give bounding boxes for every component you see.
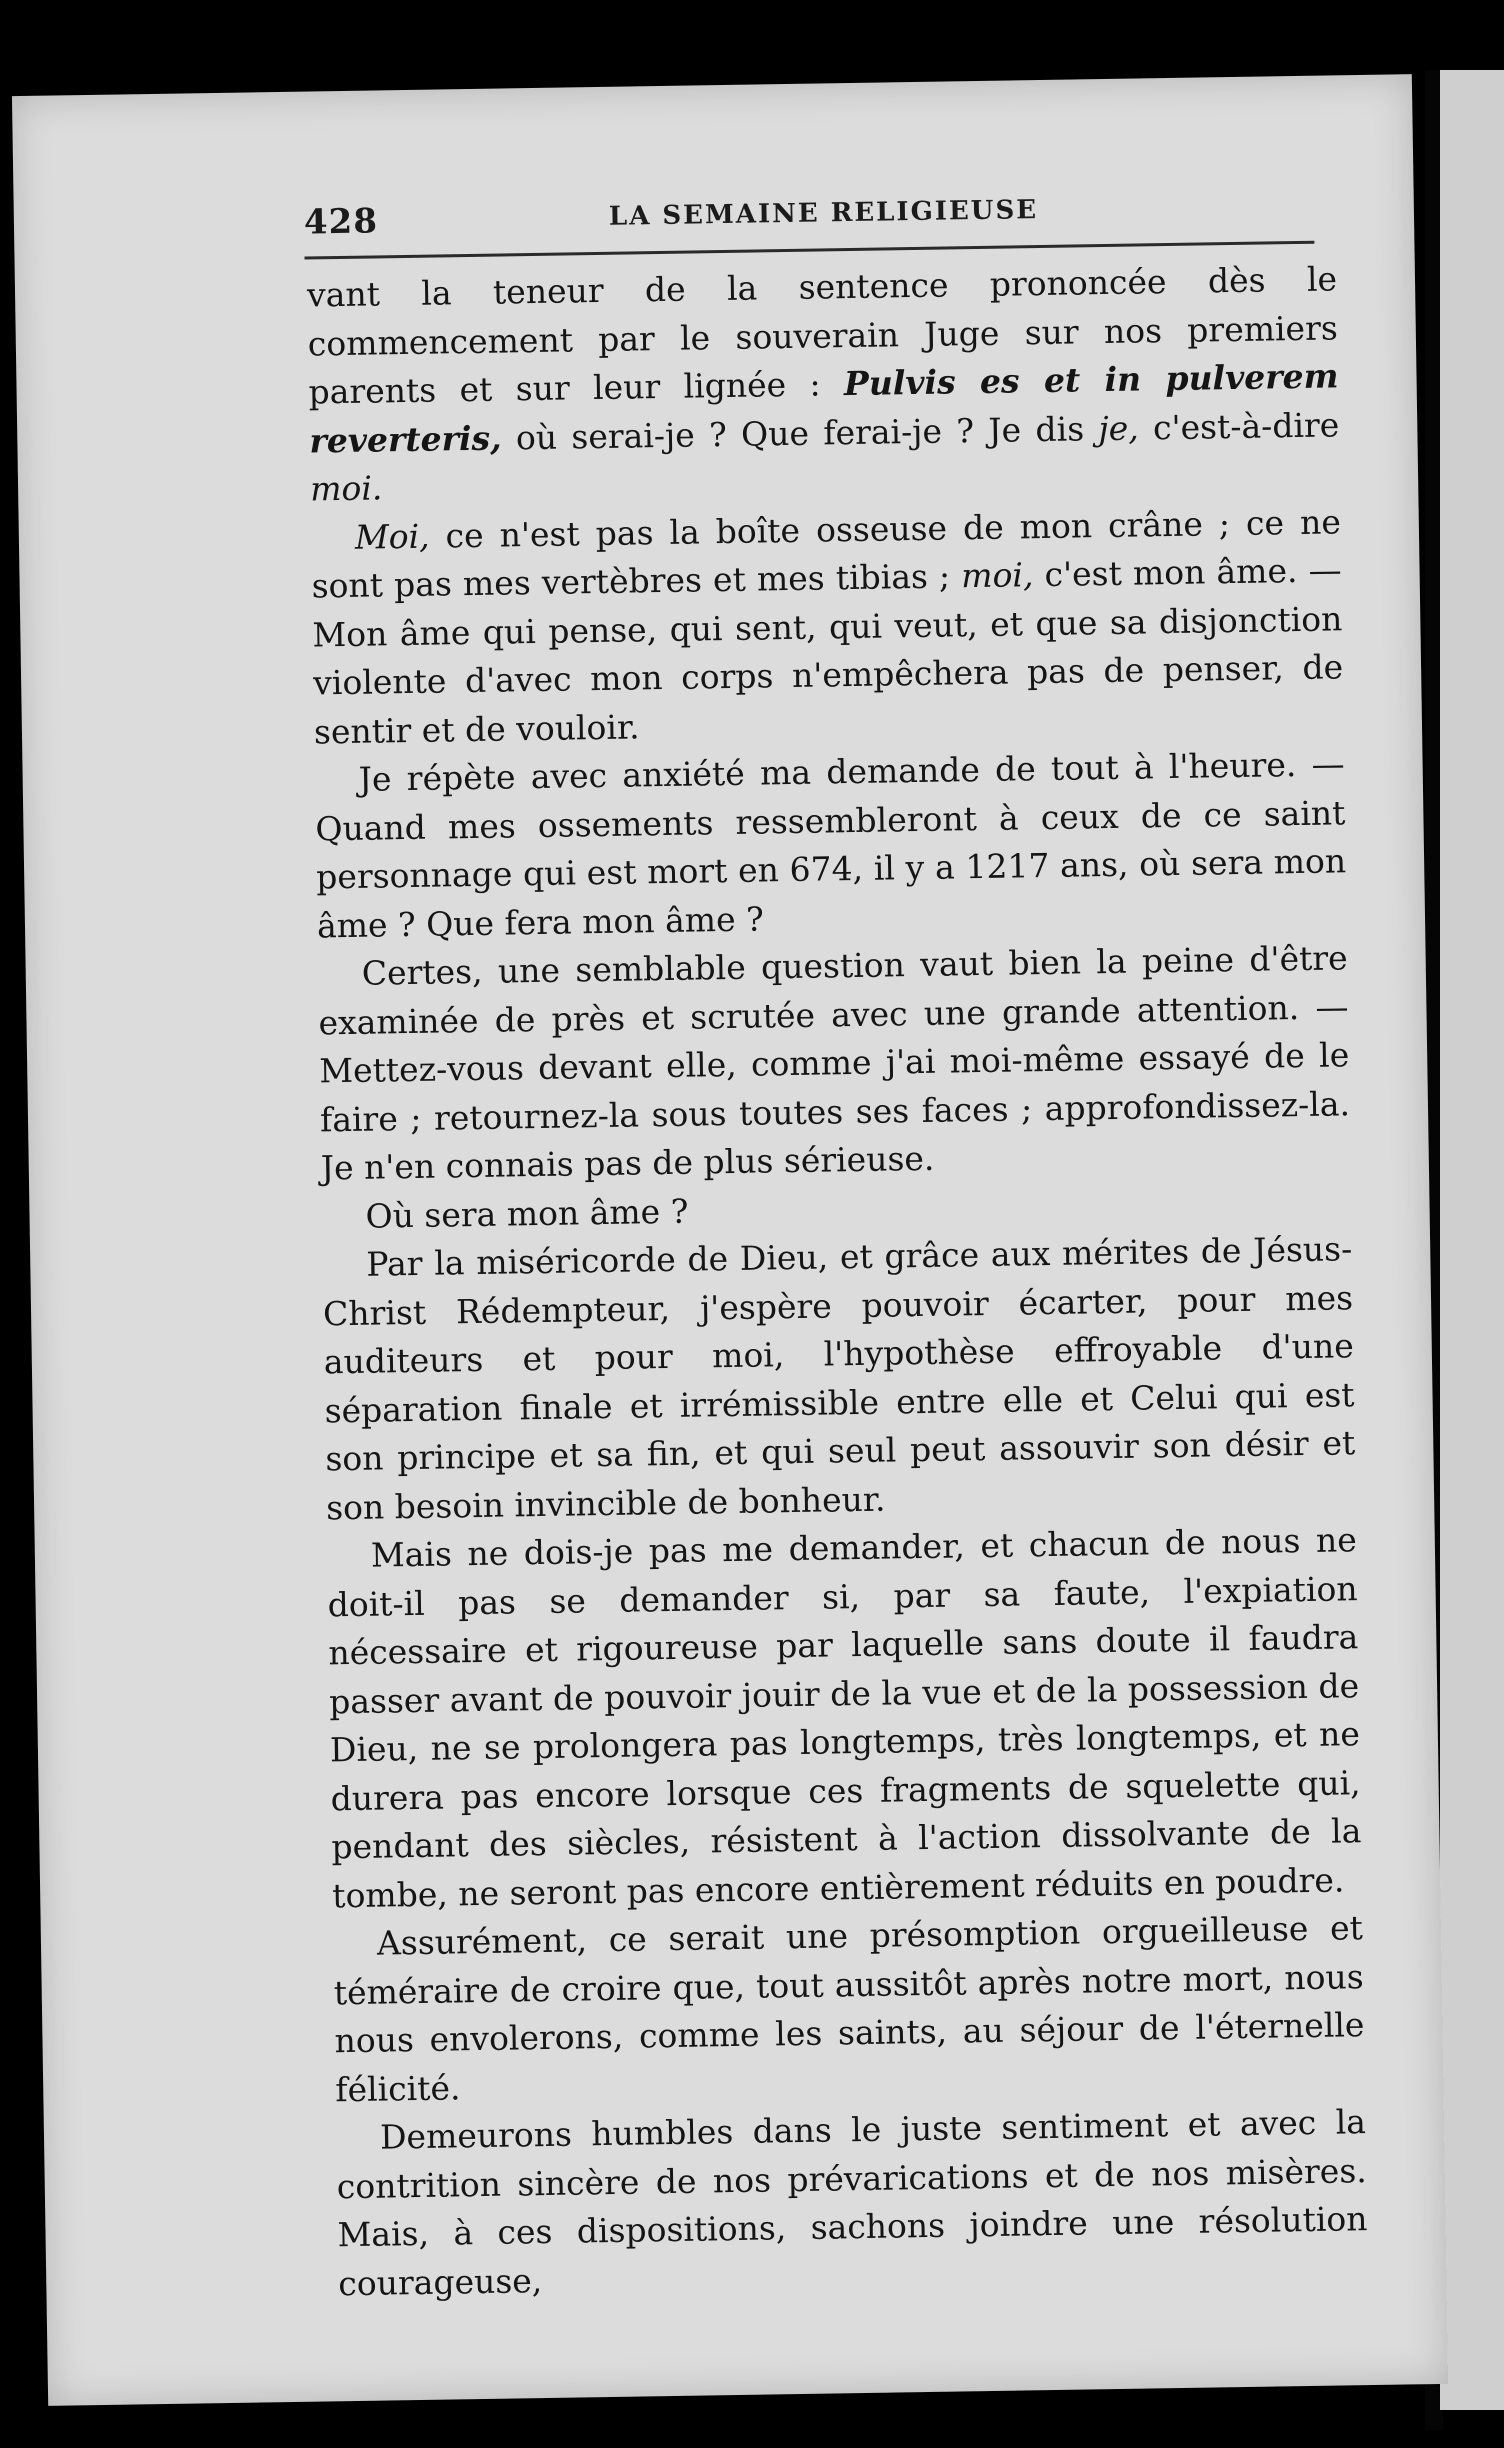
paragraph-1-text-b: où serai-je ? Que ferai-je ? Je dis [501, 408, 1099, 457]
paragraph-1-text-a: vant la teneur de la sentence prononcée dès le commencement par le souverain Juge sur nos premiers parents et sur leur lignée : [306, 259, 1339, 412]
body-text [307, 255, 1369, 2308]
book-page [12, 74, 1448, 2406]
paragraph-3: Je répète avec anxiété ma demande de tout à l'heure. — Quand mes ossements ressembleront à ceux de ce saint personnage qui est mort en 674, il y a 1217 ans, où sera mon âme ? Que fera mon âme ? [315, 744, 1347, 945]
paragraph-1-text-c: c'est-à-dire [1138, 404, 1340, 447]
paragraph-4: Certes, une semblable question vaut bien la peine d'être examinée de près et scrutée avec une grande attention. — Mettez-vous devant elle, comme j'ai moi-même essayé de le faire ; retournez-la sous toutes ses faces ; approfondissez-la. Je n'en connais pas de plus sérieuse. [318, 938, 1351, 1188]
paragraph-2-text-b: c'est mon âme. — Mon âme qui pense, qui sent, qui veut, et que sa disjonction violente d'avec mon corps n'empêchera pas de penser, de sentir et de vouloir. [312, 550, 1344, 751]
paragraph-5: Où sera mon âme ? [365, 1191, 689, 1236]
paragraph-8: Assurément, ce serait une présomption orgueilleuse et téméraire de croire que, tout aussitôt après notre mort, nous nous envolerons, comme les saints, au séjour de l'éternelle félicité. [333, 1908, 1365, 2109]
paragraph-7: Mais ne dois-je pas me demander, et chacun de nous ne doit-il pas se demander si, par sa faute, l'expiation nécessaire et rigoureuse par laquelle sans doute il faudra passer avant de pouvoir jouir de la vue et de la possession de Dieu, ne se prolongera pas longtemps, très longtemps, et ne durera pas encore lorsque ces fragments de squelette qui, pendant des siècles, résistent à l'action dissolvante de la tombe, ne seront pas encore entièrement réduits en poudre. [327, 1520, 1362, 1915]
page-number: 428 [303, 201, 379, 243]
header-rule [305, 241, 1315, 260]
italic-moi-lead: Moi, [354, 516, 430, 557]
adjacent-page-edge [1440, 70, 1504, 2410]
paragraph-6: Par la miséricorde de Dieu, et grâce aux mérites de Jésus-Christ Rédempteur, j'espère pouvoir écarter, pour mes auditeurs et pour moi, l'hypothèse effroyable d'une séparation finale et irrémissible entre elle et Celui qui est son principe et sa fin, et qui seul peut assouvir son désir et son besoin invincible de bonheur. [322, 1229, 1356, 1527]
latin-quote: Pulvis es et in pulverem reverteris, [309, 356, 1339, 461]
italic-je: je, [1098, 407, 1139, 448]
paragraph-2-text-a: ce n'est pas la boîte osseuse de mon crâne ; ce ne sont pas mes vertèbres et mes tibias ; [311, 501, 1342, 606]
running-title: LA SEMAINE RELIGIEUSE [608, 195, 1039, 232]
italic-moi: moi. [309, 468, 383, 509]
italic-moi-inline: moi, [960, 555, 1034, 596]
paragraph-9: Demeurons humbles dans le juste sentiment et avec la contrition sincère de nos prévarications et de nos misères. Mais, à ces dispositions, sachons joindre une résolution courageuse, [336, 2102, 1368, 2303]
page-header [304, 180, 1335, 260]
paragraph-2 [311, 498, 1345, 757]
paragraph-1 [307, 255, 1341, 514]
